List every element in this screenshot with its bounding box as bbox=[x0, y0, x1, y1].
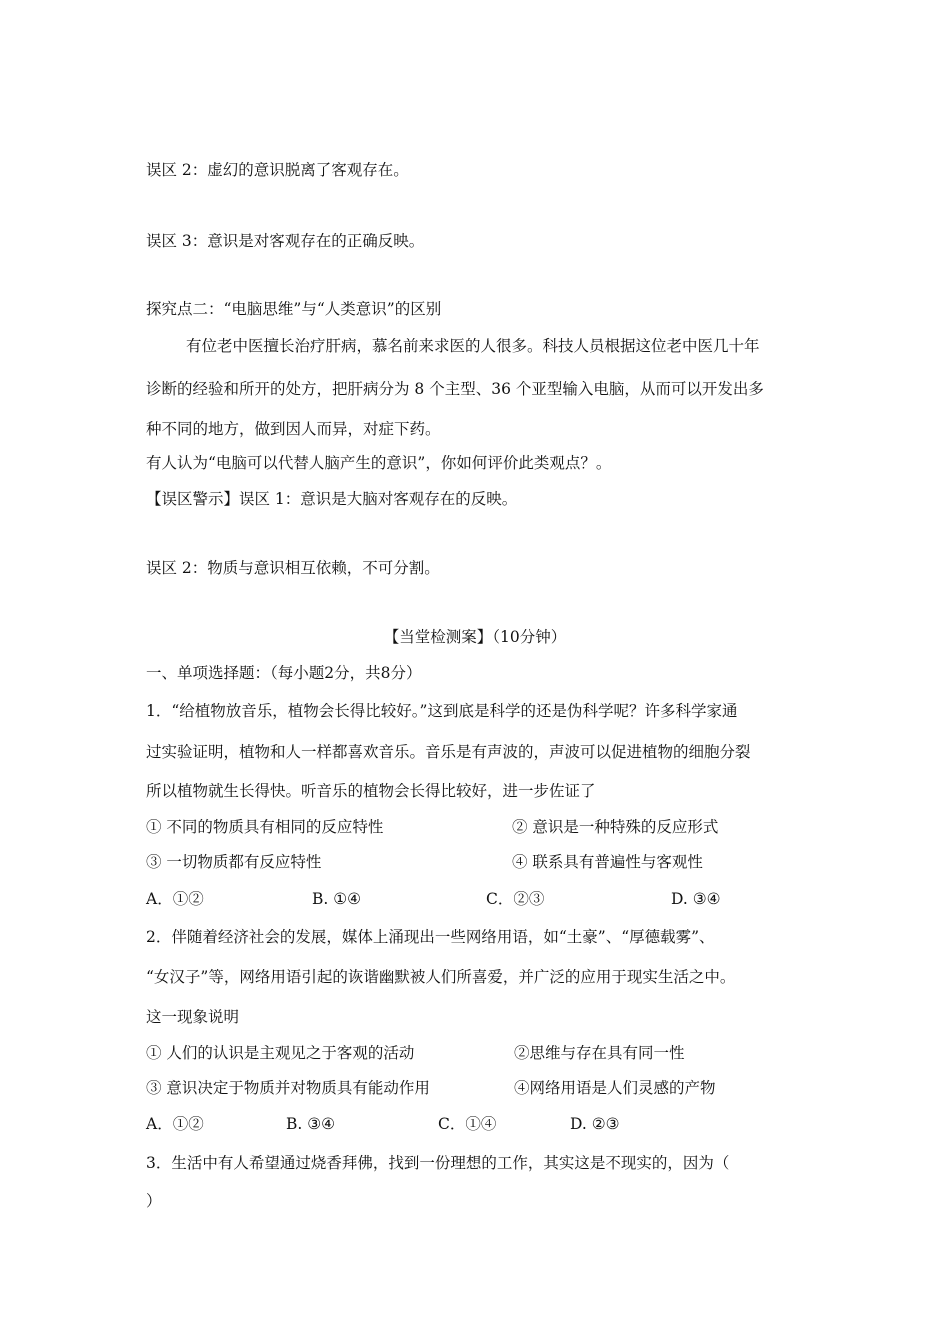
q1-statement-4: ④ 联系具有普遍性与客观性 bbox=[512, 853, 703, 871]
q3-stem-line-1: 3．生活中有人希望通过烧香拜佛，找到一份理想的工作，其实这是不现实的，因为（ bbox=[146, 1154, 730, 1172]
case-paragraph-line-3: 种不同的地方，做到因人而异，对症下药。 bbox=[146, 420, 441, 438]
q2-statement-4: ④网络用语是人们灵感的产物 bbox=[514, 1079, 716, 1097]
q2-stem-line-2: “女汉子”等，网络用语引起的诙谐幽默被人们所喜爱，并广泛的应用于现实生活之中。 bbox=[146, 968, 736, 986]
misconception-warning-1: 【误区警示】误区 1：意识是大脑对客观存在的反映。 bbox=[146, 490, 518, 508]
discussion-question: 有人认为“电脑可以代替人脑产生的意识”，你如何评价此类观点？。 bbox=[146, 454, 612, 472]
q2-option-d: D. ②③ bbox=[570, 1115, 620, 1133]
q2-option-c: C．①④ bbox=[438, 1115, 497, 1133]
q2-option-b: B. ③④ bbox=[286, 1115, 336, 1133]
q2-option-a: A．①② bbox=[146, 1115, 204, 1133]
q1-option-a: A．①② bbox=[146, 890, 204, 908]
case-paragraph-line-1: 有位老中医擅长治疗肝病，慕名前来求医的人很多。科技人员根据这位老中医几十年 bbox=[186, 337, 760, 355]
part-1-title: 一、单项选择题：（每小题2分，共8分） bbox=[146, 664, 422, 682]
misconception-warning-2: 误区 2：物质与意识相互依赖，不可分割。 bbox=[146, 559, 440, 577]
q2-stem-line-3: 这一现象说明 bbox=[146, 1008, 240, 1026]
misconception-3-text: 误区 3：意识是对客观存在的正确反映。 bbox=[146, 232, 425, 250]
q1-option-c: C．②③ bbox=[486, 890, 545, 908]
q2-statement-3: ③ 意识决定于物质并对物质具有能动作用 bbox=[146, 1079, 430, 1097]
q3-stem-line-2: ） bbox=[146, 1192, 162, 1210]
q1-stem-line-1: 1．“给植物放音乐，植物会长得比较好。”这到底是科学的还是伪科学呢？许多科学家通 bbox=[146, 702, 738, 720]
misconception-2-text: 误区 2：虚幻的意识脱离了客观存在。 bbox=[146, 161, 409, 179]
inquiry-point-2-title: 探究点二：“电脑思维”与“人类意识”的区别 bbox=[146, 300, 442, 318]
q1-option-d: D. ③④ bbox=[671, 890, 721, 908]
q2-statement-2: ②思维与存在具有同一性 bbox=[514, 1044, 685, 1062]
q2-stem-line-1: 2．伴随着经济社会的发展，媒体上涌现出一些网络用语，如“土豪”、“厚德载雾”、 bbox=[146, 928, 715, 946]
q1-stem-line-2: 过实验证明，植物和人一样都喜欢音乐。音乐是有声波的，声波可以促进植物的细胞分裂 bbox=[146, 743, 751, 761]
case-paragraph-line-2: 诊断的经验和所开的处方，把肝病分为 8 个主型、36 个亚型输入电脑，从而可以开发出多 bbox=[146, 380, 764, 398]
q1-stem-line-3: 所以植物就生长得快。听音乐的植物会长得比较好，进一步佐证了 bbox=[146, 782, 596, 800]
q1-statement-1: ① 不同的物质具有相同的反应特性 bbox=[146, 818, 384, 836]
q1-option-b: B. ①④ bbox=[312, 890, 362, 908]
q1-statement-2: ② 意识是一种特殊的反应形式 bbox=[512, 818, 719, 836]
section-title: 【当堂检测案】（10分钟） bbox=[383, 628, 567, 646]
q1-statement-3: ③ 一切物质都有反应特性 bbox=[146, 853, 322, 871]
q2-statement-1: ① 人们的认识是主观见之于客观的活动 bbox=[146, 1044, 415, 1062]
